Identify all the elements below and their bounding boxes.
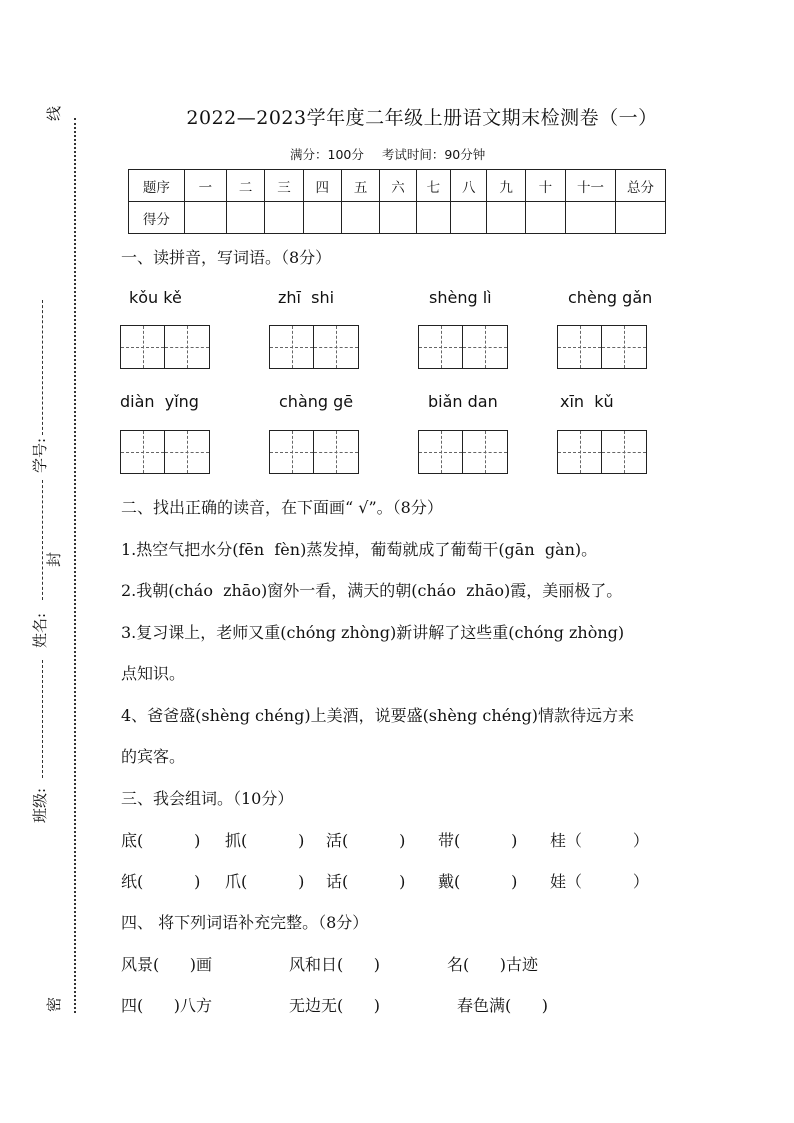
writing-grid[interactable]	[269, 325, 359, 369]
full-score: 满分：100分	[290, 147, 364, 162]
section2-heading: 二、找出正确的读音，在下面画“ √”。（8分）	[121, 498, 443, 517]
table-cell: 一	[184, 170, 226, 202]
writing-grid[interactable]	[557, 430, 647, 474]
table-cell: 题序	[129, 170, 185, 202]
question-line: 4、爸爸盛(shèng chéng)上美酒，说要盛(shèng chéng)情款待远方来	[121, 706, 634, 725]
score-input-cell[interactable]	[380, 202, 416, 234]
table-cell: 二	[227, 170, 265, 202]
score-table	[128, 169, 666, 234]
class-label: 班级:	[31, 787, 50, 824]
idiom-blank[interactable]: 春色满( )	[457, 996, 549, 1015]
score-input-cell[interactable]	[184, 202, 226, 234]
pinyin-label: biǎn dan	[428, 392, 498, 411]
idiom-blank[interactable]: 名( )古迹	[447, 955, 539, 974]
student-id-label: 学号:	[31, 437, 50, 474]
table-cell: 七	[416, 170, 450, 202]
writing-grid[interactable]	[418, 325, 508, 369]
table-cell: 三	[265, 170, 303, 202]
writing-grid[interactable]	[557, 325, 647, 369]
word-blank[interactable]: 抓( )	[225, 831, 305, 850]
section4-heading: 四、 将下列词语补充完整。（8分）	[121, 913, 369, 932]
word-blank[interactable]: 娃（ ）	[550, 872, 649, 891]
score-table-score-row	[129, 202, 666, 234]
writing-grid[interactable]	[269, 430, 359, 474]
side-label-feng: 封	[45, 551, 64, 568]
idiom-blank[interactable]: 风和日( )	[289, 955, 381, 974]
writing-grid[interactable]	[120, 430, 210, 474]
question-line: 3.复习课上，老师又重(chóng zhòng)新讲解了这些重(chóng zhòng)	[121, 623, 625, 642]
question-line: 1.热空气把水分(fēn fèn)蒸发掉，葡萄就成了葡萄干(gān gàn)。	[121, 540, 598, 559]
table-cell: 十	[525, 170, 565, 202]
question-line: 的宾客。	[121, 747, 186, 766]
exam-subtitle	[290, 145, 485, 163]
exam-title: 2022—2023学年度二年级上册语文期末检测卷（一）	[186, 107, 658, 129]
exam-time: 考试时间：90分钟	[381, 147, 486, 162]
score-input-cell[interactable]	[487, 202, 525, 234]
pinyin-label: kǒu kě	[129, 288, 182, 307]
table-cell: 四	[303, 170, 341, 202]
table-cell: 八	[451, 170, 487, 202]
word-blank[interactable]: 爪( )	[225, 872, 305, 891]
score-input-cell[interactable]	[416, 202, 450, 234]
writing-grid[interactable]	[418, 430, 508, 474]
word-blank[interactable]: 底( )	[121, 831, 201, 850]
score-input-cell[interactable]	[451, 202, 487, 234]
idiom-blank[interactable]: 四( )八方	[121, 996, 213, 1015]
table-cell: 十一	[565, 170, 615, 202]
word-blank[interactable]: 带( )	[438, 831, 518, 850]
word-blank[interactable]: 话( )	[326, 872, 406, 891]
table-cell: 九	[487, 170, 525, 202]
pinyin-label: shèng lì	[429, 288, 492, 307]
table-cell: 六	[380, 170, 416, 202]
section3-heading: 三、我会组词。（10分）	[121, 789, 294, 808]
question-line: 2.我朝(cháo zhāo)窗外一看，满天的朝(cháo zhāo)霞，美丽极了。	[121, 581, 623, 600]
student-id-blank[interactable]	[42, 300, 43, 435]
table-cell: 总分	[615, 170, 665, 202]
pinyin-label: xīn kǔ	[560, 392, 614, 411]
name-blank[interactable]	[42, 480, 43, 600]
name-label: 姓名:	[31, 612, 50, 649]
writing-grid[interactable]	[120, 325, 210, 369]
side-label-xian: 线	[45, 105, 64, 122]
pinyin-label: diàn yǐng	[120, 392, 199, 411]
pinyin-label: chèng gǎn	[568, 288, 653, 307]
table-cell: 五	[341, 170, 379, 202]
table-cell: 得分	[129, 202, 185, 234]
side-label-mi: 密	[45, 996, 64, 1013]
score-table-header-row	[129, 170, 666, 202]
section1-heading: 一、读拼音，写词语。（8分）	[121, 248, 332, 267]
idiom-blank[interactable]: 风景( )画	[121, 955, 213, 974]
score-input-cell[interactable]	[565, 202, 615, 234]
binding-dotted-line	[74, 118, 76, 1013]
pinyin-label: zhī shi	[278, 288, 335, 307]
score-input-cell[interactable]	[227, 202, 265, 234]
word-blank[interactable]: 戴( )	[438, 872, 518, 891]
idiom-blank[interactable]: 无边无( )	[289, 996, 381, 1015]
word-blank[interactable]: 纸( )	[121, 872, 201, 891]
question-line: 点知识。	[121, 664, 186, 683]
class-blank[interactable]	[42, 660, 43, 778]
pinyin-label: chàng gē	[279, 392, 354, 411]
score-input-cell[interactable]	[615, 202, 665, 234]
score-input-cell[interactable]	[525, 202, 565, 234]
word-blank[interactable]: 活( )	[326, 831, 406, 850]
word-blank[interactable]: 桂（ ）	[550, 831, 649, 850]
score-input-cell[interactable]	[265, 202, 303, 234]
score-input-cell[interactable]	[303, 202, 341, 234]
score-input-cell[interactable]	[341, 202, 379, 234]
